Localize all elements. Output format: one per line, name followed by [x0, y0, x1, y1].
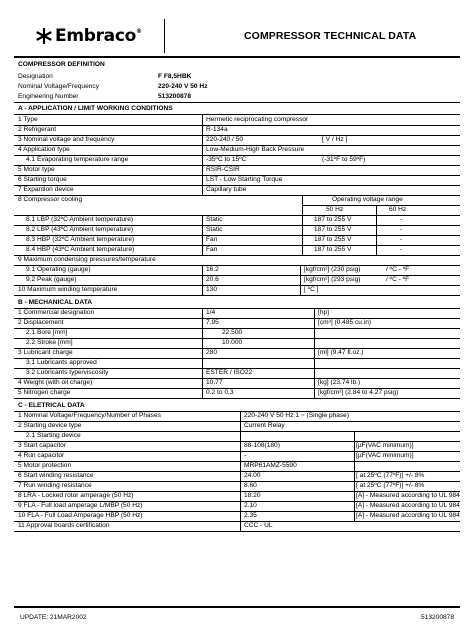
field-label: 2.2 Stroke [mm]	[26, 339, 73, 346]
spec-row	[14, 165, 460, 175]
pressure-row	[14, 275, 460, 285]
section-a-heading	[14, 104, 460, 114]
definition-row	[14, 72, 460, 82]
field-label: 9.2 Peak (gauge)	[26, 276, 77, 283]
cooling-type: Static	[206, 216, 223, 223]
cooling-row	[14, 245, 460, 255]
field-value: F F8,5HBK	[158, 73, 192, 80]
field-value: MRP61AMZ-5590	[244, 462, 297, 469]
field-value: 513200878	[158, 93, 192, 100]
electrical-row	[14, 501, 460, 511]
definition-row	[14, 82, 460, 92]
mechanical-row	[14, 318, 460, 328]
field-unit: [kg] (23.74 lb.)	[318, 379, 361, 386]
electrical-row	[14, 411, 460, 421]
field-label: 3 Start capacitor	[18, 442, 67, 449]
field-label: 1 Commercial designation	[18, 309, 95, 316]
page-title: COMPRESSOR TECHNICAL DATA	[244, 30, 417, 42]
field-unit: [ at 25ºC (77ºF)] +/- 8%	[356, 472, 425, 479]
field-label: Designation	[18, 73, 53, 80]
field-label: 4 Run capacitor	[18, 452, 65, 459]
field-value: Capillary tube	[206, 186, 247, 193]
field-label: 8 LRA - Locked rotor amperage (50 Hz)	[18, 492, 134, 499]
field-value: 280	[206, 349, 218, 356]
field-value: -35ºC to 15ºC	[206, 156, 247, 163]
section-b-heading	[14, 298, 460, 308]
field-value: 0.2 to 0.3	[206, 389, 234, 396]
field-unit: [µF(VAC minimum)]	[356, 452, 414, 459]
cooling-row	[14, 215, 460, 225]
section-title: B - MECHANICAL DATA	[18, 299, 92, 306]
footer-rule	[14, 606, 460, 608]
voltage-60hz: -	[400, 216, 403, 223]
field-label: 2.1 Bore [mm]	[26, 329, 68, 336]
electrical-row	[14, 441, 460, 451]
field-label: 9 Maximum condensing pressures/temperature	[18, 256, 156, 263]
column-rule	[300, 265, 301, 295]
column-rule	[202, 308, 203, 398]
field-value: 1/4	[206, 309, 216, 316]
field-label: 10 FLA - Full Load Amperage HBP (50 Hz)	[18, 512, 143, 519]
mechanical-row	[14, 338, 460, 348]
column-rule	[314, 308, 315, 398]
field-label: 6 Start winding resistance	[18, 472, 94, 479]
field-label: 5 Motor protection	[18, 462, 72, 469]
embraco-logo	[35, 26, 142, 46]
cooling-header-row	[14, 195, 460, 205]
field-value: RSIR-CSIR	[206, 166, 240, 173]
pressure-header-row	[14, 255, 460, 265]
mechanical-row	[14, 308, 460, 318]
field-unit: [A] - Measured according to UL 984	[356, 512, 460, 519]
mechanical-row	[14, 368, 460, 378]
winding-row	[14, 285, 460, 295]
field-value: 220-240 / 50	[206, 136, 244, 143]
field-label: 4.1 Evaporating temperature range	[26, 156, 129, 163]
field-unit: [µF(VAC minimum)]	[356, 442, 414, 449]
mechanical-row	[14, 388, 460, 398]
column-header: Operating voltage range	[332, 196, 403, 203]
spec-row	[14, 125, 460, 135]
mechanical-row	[14, 328, 460, 338]
field-value: 130	[206, 286, 218, 293]
field-value: -	[244, 452, 247, 459]
header-rule	[14, 56, 460, 58]
field-label: 9.1 Operating (gauge)	[26, 266, 91, 273]
electrical-row	[14, 461, 460, 471]
definition-row	[14, 92, 460, 102]
field-value: 18.20	[244, 492, 261, 499]
datasheet-page	[14, 16, 460, 621]
field-unit: [A] - Measured according to UL 984	[356, 502, 460, 509]
section-title: A - APPLICATION / LIMIT WORKING CONDITIONS	[18, 105, 173, 112]
field-value: Hermetic reciprocating compressor	[206, 116, 309, 123]
field-label: 1 Type	[18, 116, 38, 123]
field-value: 2.10	[244, 502, 257, 509]
mechanical-row	[14, 378, 460, 388]
spec-row	[14, 185, 460, 195]
electrical-row	[14, 521, 460, 531]
field-value: Low-Medium-High Back Pressure	[206, 146, 305, 153]
column-rule	[202, 115, 203, 195]
field-label: 2 Refrigerant	[18, 126, 57, 133]
field-label: 7 Expantion device	[18, 186, 74, 193]
column-rule	[302, 195, 303, 255]
field-label: 6 Starting torque	[18, 176, 67, 183]
column-header: 60 Hz	[389, 206, 407, 213]
field-unit: [ at 25ºC (77ºF)] +/- 8%	[356, 482, 425, 489]
section-rule	[14, 102, 460, 103]
column-rule	[240, 411, 241, 531]
field-unit: [A] - Measured according to UL 984	[356, 492, 460, 499]
mechanical-row	[14, 358, 460, 368]
cooling-type: Fan	[206, 236, 218, 243]
column-header: 50 Hz	[326, 206, 344, 213]
field-label: 4 Application type	[18, 146, 70, 153]
column-rule	[354, 431, 355, 521]
mechanical-row	[14, 348, 460, 358]
field-value: 2.35	[244, 512, 257, 519]
field-unit: [kgf/cm²] (230 psig)	[304, 266, 361, 273]
definition-heading	[14, 60, 460, 70]
field-label: 8.4 HBP (43ºC Ambient temperature)	[26, 246, 135, 253]
field-label: 2.1 Starting device	[26, 432, 81, 439]
section-title: C - ELETRICAL DATA	[18, 402, 85, 409]
field-label: 8 Compressor cooling	[18, 196, 83, 203]
electrical-row	[14, 481, 460, 491]
electrical-row	[14, 491, 460, 501]
field-unit: [kgf/cm²] (2.84 to 4.27 psig)	[318, 389, 399, 396]
snowflake-logo-icon	[35, 28, 53, 44]
voltage-50hz: 187 to 255 V	[314, 236, 352, 243]
column-rule	[202, 265, 203, 295]
field-label: 3.2 Lubricants type/viscosity	[26, 369, 109, 376]
row-rule	[14, 531, 460, 532]
cooling-type: Fan	[206, 246, 218, 253]
spec-row	[14, 115, 460, 125]
footer-part-number: 513200878	[420, 614, 454, 621]
field-label: 3 Lubricant charge	[18, 349, 73, 356]
field-label: 7 Run winding resistance	[18, 482, 92, 489]
brand-name: Embraco®	[55, 26, 142, 46]
field-value: 24.00	[244, 472, 261, 479]
electrical-row	[14, 451, 460, 461]
field-value: LST - Low Starting Torque	[206, 176, 283, 183]
cooling-row	[14, 225, 460, 235]
electrical-row	[14, 421, 460, 431]
section-title: COMPRESSOR DEFINITION	[18, 61, 105, 68]
field-label: 9 FLA - Full load amperage L/MBP (50 Hz)	[18, 502, 143, 509]
column-rule	[376, 205, 377, 255]
field-unit: [kgf/cm²] (293 psig)	[304, 276, 361, 283]
spec-row	[14, 175, 460, 185]
field-value: CCC - UL	[244, 522, 273, 529]
field-value: ESTER / ISO22	[206, 369, 253, 376]
pressure-row	[14, 265, 460, 275]
field-unit: [hp]	[318, 309, 329, 316]
electrical-row	[14, 471, 460, 481]
spec-row	[14, 155, 460, 165]
field-label: 2 Starting device type	[18, 422, 82, 429]
field-value: 220-240 V 50 Hz 1 ~ (Single phase)	[244, 412, 350, 419]
page-header	[14, 16, 460, 56]
voltage-50hz: 187 to 255 V	[314, 246, 352, 253]
field-value: 10.000	[222, 339, 243, 346]
field-label: 8.2 LBP (43ºC Ambient temperature)	[26, 226, 134, 233]
spec-row	[14, 145, 460, 155]
voltage-60hz: -	[400, 246, 403, 253]
field-label: Engineering Number	[18, 93, 79, 100]
spec-row	[14, 135, 460, 145]
field-value: 20.6	[206, 276, 219, 283]
field-label: 5 Nitrogen charge	[18, 389, 71, 396]
electrical-row	[14, 511, 460, 521]
electrical-row	[14, 431, 460, 441]
voltage-60hz: -	[400, 236, 403, 243]
field-label: 8.1 LBP (32ºC Ambient temperature)	[26, 216, 134, 223]
field-value: 10.77	[206, 379, 223, 386]
section-rule	[14, 295, 460, 296]
field-value: 88-108(180)	[244, 442, 280, 449]
field-label: 1 Nominal Voltage/Frequency/Number of Phases	[18, 412, 161, 419]
voltage-50hz: 187 to 255 V	[314, 216, 352, 223]
field-label: 3 Nominal voltage and frequency	[18, 136, 115, 143]
field-label: 8.3 HBP (32ºC Ambient temperature)	[26, 236, 135, 243]
cooling-freq-row	[14, 205, 460, 215]
field-label: 5 Motor type	[18, 166, 55, 173]
field-value: Current Relay	[244, 422, 285, 429]
temperature-unit: / ºC - ºF	[386, 276, 410, 283]
field-label: 2 Displacement	[18, 319, 64, 326]
field-value: 22.500	[222, 329, 243, 336]
voltage-60hz: -	[400, 226, 403, 233]
field-unit: [ V / Hz ]	[322, 136, 348, 143]
field-unit: [cm³] (0.485 cu.in)	[318, 319, 372, 326]
row-rule	[14, 398, 460, 399]
cooling-row	[14, 235, 460, 245]
field-label: 4 Weight (with oil charge)	[18, 379, 93, 386]
header-divider	[164, 19, 165, 53]
field-unit: [ml] (9.47 fl.oz.)	[318, 349, 364, 356]
temperature-unit: / ºC - ºF	[386, 266, 410, 273]
column-rule	[202, 215, 203, 255]
update-date: UPDATE: 21MAR2002	[20, 614, 87, 621]
field-unit: (-31ºF to 59ºF)	[322, 156, 366, 163]
section-c-heading	[14, 401, 460, 411]
field-value: 16.2	[206, 266, 219, 273]
field-value: 8.60	[244, 482, 257, 489]
field-label: 11 Approval boards certification	[18, 522, 110, 529]
field-label: 3.1 Lubricants approved	[26, 359, 97, 366]
field-label: 10 Maximum winding temperature	[18, 286, 118, 293]
cooling-type: Static	[206, 226, 223, 233]
field-value: R-134a	[206, 126, 228, 133]
voltage-50hz: 187 to 255 V	[314, 226, 352, 233]
field-value: 220-240 V 50 Hz	[158, 83, 208, 90]
field-label: Nominal Voltage/Frequency	[18, 83, 100, 90]
field-value: 7.95	[206, 319, 219, 326]
field-unit: [ ºC ]	[304, 286, 319, 293]
